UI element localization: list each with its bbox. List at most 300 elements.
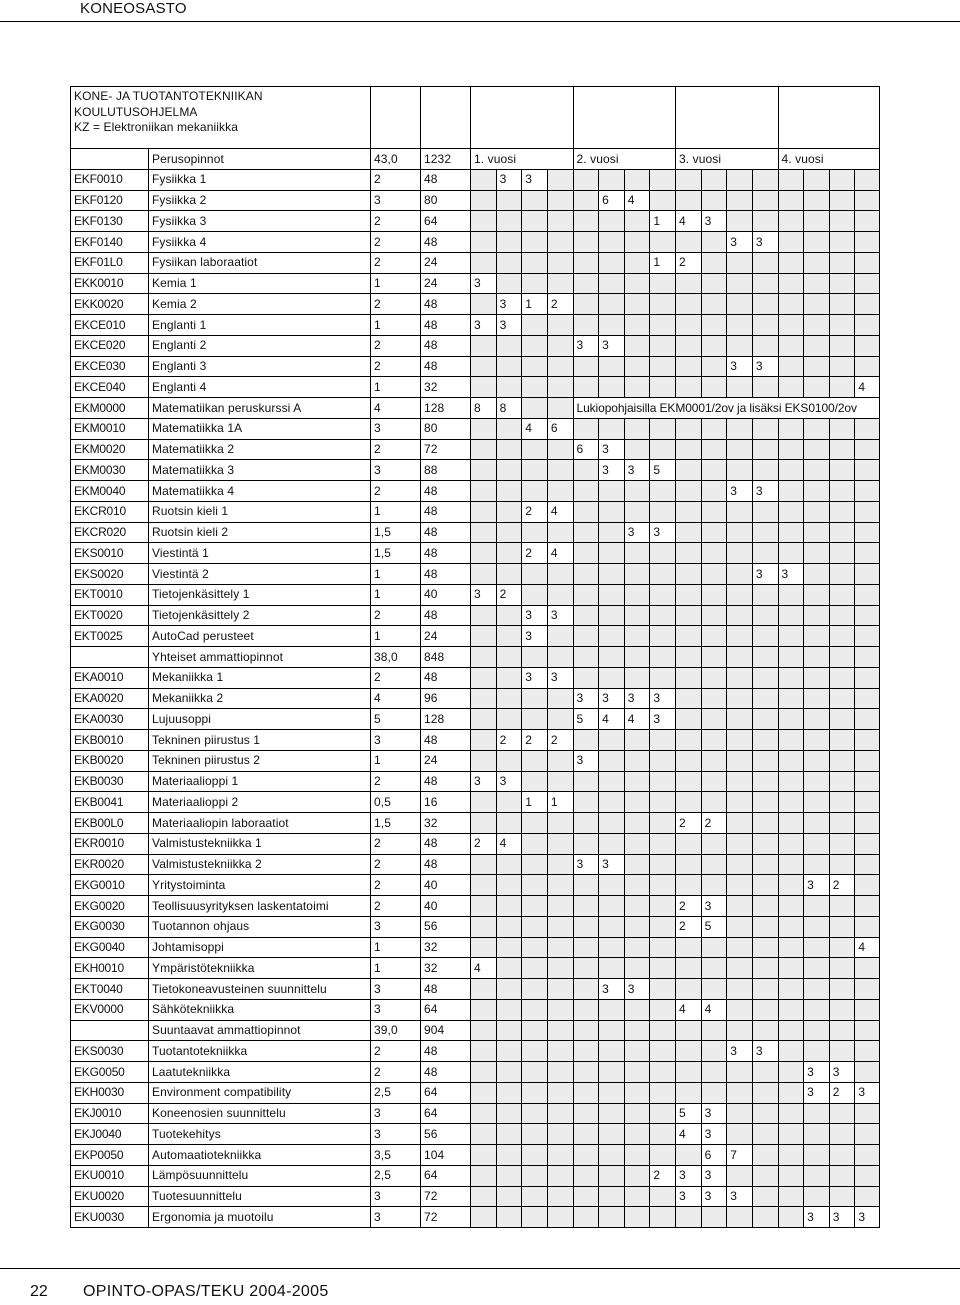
course-code: EKB0030 (74, 774, 124, 788)
hours: 48 (424, 483, 438, 498)
empty-cell (471, 543, 496, 563)
period-value: 3 (832, 1209, 840, 1224)
empty-cell (830, 813, 855, 833)
empty-cell (830, 730, 855, 750)
empty-cell (779, 1000, 804, 1020)
empty-cell (625, 1207, 650, 1227)
empty-cell (625, 1166, 650, 1186)
empty-cell (676, 626, 701, 646)
empty-cell (497, 896, 522, 916)
empty-cell (702, 543, 727, 563)
empty-cell (727, 709, 752, 729)
empty-cell (830, 1145, 855, 1165)
empty-cell (753, 896, 778, 916)
empty-cell (702, 274, 727, 294)
empty-cell (471, 917, 496, 937)
footer-rule (0, 1268, 960, 1269)
empty-cell (753, 1166, 778, 1186)
empty-cell (522, 647, 547, 667)
hours: 48 (424, 338, 438, 353)
empty-cell (779, 958, 804, 978)
empty-cell (625, 419, 650, 439)
hours: 40 (424, 587, 438, 602)
empty-cell (727, 460, 752, 480)
period-value: 4 (525, 421, 533, 436)
hours: 56 (424, 919, 438, 934)
empty-cell (574, 170, 599, 190)
empty-cell (779, 813, 804, 833)
course-code: EKK0010 (74, 276, 124, 290)
empty-cell (650, 730, 675, 750)
period-value: 3 (602, 691, 609, 705)
empty-cell (804, 813, 829, 833)
empty-cell (676, 170, 701, 190)
empty-cell (779, 315, 804, 335)
period-value: 1 (550, 794, 558, 809)
empty-cell (676, 606, 701, 626)
period-value: 3 (653, 525, 661, 539)
credits: 3 (374, 1106, 381, 1120)
table-title-line: KONE- JA TUOTANTOTEKNIIKAN (74, 89, 263, 103)
period-value: 1 (525, 794, 533, 809)
empty-cell (676, 979, 701, 999)
row-divider (70, 999, 880, 1000)
period-value: 2 (550, 296, 558, 311)
empty-cell (471, 647, 496, 667)
empty-cell (830, 1187, 855, 1207)
empty-cell (804, 357, 829, 377)
credits: 3 (374, 1126, 381, 1141)
empty-cell (753, 211, 778, 231)
hours: 40 (424, 877, 438, 892)
empty-cell (779, 357, 804, 377)
empty-cell (779, 1104, 804, 1124)
period-divider (854, 169, 855, 1227)
row-divider (70, 231, 880, 232)
credits: 1 (374, 940, 381, 954)
row-divider (70, 1103, 880, 1104)
empty-cell (650, 440, 675, 460)
row-divider (70, 771, 880, 772)
empty-cell (855, 709, 880, 729)
empty-cell (676, 336, 701, 356)
period-value: 6 (602, 193, 609, 207)
empty-cell (779, 419, 804, 439)
empty-cell (650, 626, 675, 646)
course-name: Tietojenkäsittely 2 (152, 608, 250, 622)
course-code: EKF0140 (74, 234, 123, 249)
row-divider (70, 542, 880, 543)
empty-cell (702, 751, 727, 771)
empty-cell (599, 481, 624, 501)
empty-cell (727, 274, 752, 294)
empty-cell (599, 751, 624, 771)
empty-cell (727, 896, 752, 916)
empty-cell (599, 917, 624, 937)
empty-cell (676, 709, 701, 729)
course-name: Mekaniikka 1 (152, 670, 224, 685)
empty-cell (522, 709, 547, 729)
hours: 64 (424, 1085, 438, 1100)
empty-cell (855, 357, 880, 377)
empty-cell (779, 1145, 804, 1165)
empty-cell (650, 668, 675, 688)
empty-cell (804, 377, 829, 397)
credits: 4 (374, 400, 381, 415)
hours: 48 (424, 608, 438, 622)
empty-cell (574, 979, 599, 999)
empty-cell (471, 751, 496, 771)
empty-cell (522, 232, 547, 252)
period-value: 3 (730, 1043, 738, 1058)
empty-cell (625, 647, 650, 667)
period-value: 2 (525, 732, 533, 747)
course-name: Materiaaliopin laboraatiot (152, 815, 289, 830)
empty-cell (497, 792, 522, 812)
course-name: Automaatiotekniikka (152, 1147, 262, 1162)
credits: 5 (374, 711, 381, 726)
hours: 48 (424, 774, 438, 788)
empty-cell (522, 1207, 547, 1227)
course-name: Lujuusoppi (152, 711, 212, 726)
empty-cell (599, 1021, 624, 1041)
empty-cell (497, 502, 522, 522)
empty-cell (727, 938, 752, 958)
course-name: Laatutekniikka (152, 1064, 231, 1079)
empty-cell (497, 1124, 522, 1144)
course-name: Yritystoiminta (152, 877, 226, 892)
empty-cell (522, 689, 547, 709)
period-value: 2 (525, 504, 533, 519)
empty-cell (548, 647, 573, 667)
period-value: 2 (525, 545, 533, 560)
empty-cell (702, 377, 727, 397)
empty-cell (471, 689, 496, 709)
empty-cell (779, 232, 804, 252)
empty-cell (471, 938, 496, 958)
empty-cell (625, 315, 650, 335)
empty-cell (830, 481, 855, 501)
credits: 3 (374, 1002, 381, 1017)
empty-cell (599, 1104, 624, 1124)
row-divider (70, 1165, 880, 1166)
credits: 0,5 (374, 794, 391, 809)
empty-cell (676, 274, 701, 294)
empty-cell (676, 523, 701, 543)
credits: 3,5 (374, 1147, 391, 1162)
empty-cell (599, 792, 624, 812)
empty-cell (497, 1145, 522, 1165)
row-divider (70, 356, 880, 357)
credits: 2 (374, 255, 381, 270)
empty-cell (779, 730, 804, 750)
empty-cell (599, 1062, 624, 1082)
course-code: EKCR010 (74, 504, 126, 519)
period-value: 4 (858, 940, 866, 954)
empty-cell (830, 938, 855, 958)
empty-cell (548, 1166, 573, 1186)
period-value: 3 (525, 608, 533, 622)
empty-cell (650, 1124, 675, 1144)
period-value: 3 (807, 1064, 814, 1079)
empty-cell (779, 502, 804, 522)
col-divider (420, 86, 421, 1227)
empty-cell (625, 1083, 650, 1103)
empty-cell (727, 1104, 752, 1124)
empty-cell (522, 398, 547, 418)
empty-cell (497, 917, 522, 937)
period-value: 3 (781, 566, 789, 581)
empty-cell (625, 1187, 650, 1207)
empty-cell (779, 191, 804, 211)
hours: 48 (424, 670, 438, 685)
empty-cell (804, 440, 829, 460)
empty-cell (522, 958, 547, 978)
empty-cell (574, 896, 599, 916)
empty-cell (702, 170, 727, 190)
hours: 48 (424, 1064, 438, 1079)
row-divider (70, 605, 880, 606)
course-name: Viestintä 2 (152, 566, 209, 581)
credits: 1,5 (374, 525, 391, 539)
row-divider (70, 895, 880, 896)
empty-cell (625, 502, 650, 522)
empty-cell (753, 668, 778, 688)
period-value: 3 (499, 317, 507, 332)
course-code: EKB0041 (74, 794, 124, 809)
header-title: KONEOSASTO (80, 0, 187, 17)
empty-cell (650, 1041, 675, 1061)
empty-cell (753, 875, 778, 895)
period-divider (496, 169, 497, 1227)
course-name: Fysiikka 3 (152, 213, 207, 228)
period-value: 3 (525, 628, 533, 643)
empty-cell (548, 523, 573, 543)
period-value: 3 (858, 1209, 866, 1224)
hours: 32 (424, 815, 438, 830)
empty-cell (676, 668, 701, 688)
empty-cell (471, 232, 496, 252)
empty-cell (548, 938, 573, 958)
empty-cell (855, 315, 880, 335)
row-divider (70, 1206, 880, 1207)
hours: 128 (424, 711, 445, 726)
empty-cell (625, 377, 650, 397)
empty-cell (522, 813, 547, 833)
empty-cell (497, 523, 522, 543)
empty-cell (830, 772, 855, 792)
hours: 80 (424, 421, 438, 436)
empty-cell (574, 419, 599, 439)
empty-cell (574, 502, 599, 522)
empty-cell (753, 1124, 778, 1144)
empty-cell (625, 481, 650, 501)
empty-cell (830, 668, 855, 688)
empty-cell (676, 1062, 701, 1082)
period-value: 3 (602, 338, 609, 353)
empty-cell (830, 253, 855, 273)
row-divider (70, 1227, 880, 1228)
empty-cell (676, 855, 701, 875)
empty-cell (727, 979, 752, 999)
empty-cell (830, 896, 855, 916)
empty-cell (522, 274, 547, 294)
period-value: 4 (627, 193, 635, 207)
row-divider (70, 418, 880, 419)
empty-cell (599, 1041, 624, 1061)
period-value: 3 (474, 774, 481, 788)
empty-cell (804, 315, 829, 335)
empty-cell (779, 585, 804, 605)
empty-cell (548, 357, 573, 377)
empty-cell (548, 772, 573, 792)
empty-cell (625, 751, 650, 771)
period-value: 4 (602, 711, 609, 726)
empty-cell (599, 419, 624, 439)
empty-cell (471, 336, 496, 356)
period-value: 5 (576, 711, 584, 726)
course-code: EKH0010 (74, 960, 124, 975)
period-divider (726, 169, 727, 1227)
empty-cell (779, 792, 804, 812)
empty-cell (599, 232, 624, 252)
hours: 48 (424, 566, 438, 581)
hours: 48 (424, 172, 438, 187)
empty-cell (855, 211, 880, 231)
empty-cell (702, 1083, 727, 1103)
course-code: EKS0020 (74, 566, 124, 581)
empty-cell (727, 875, 752, 895)
credits: 2 (374, 483, 381, 498)
empty-cell (830, 543, 855, 563)
empty-cell (676, 585, 701, 605)
empty-cell (548, 979, 573, 999)
empty-cell (855, 1021, 880, 1041)
empty-cell (471, 419, 496, 439)
empty-cell (779, 875, 804, 895)
empty-cell (650, 855, 675, 875)
empty-cell (804, 502, 829, 522)
empty-cell (574, 564, 599, 584)
total-ov: 43,0 (374, 151, 398, 166)
empty-cell (599, 668, 624, 688)
empty-cell (625, 1062, 650, 1082)
empty-cell (676, 1083, 701, 1103)
empty-cell (599, 896, 624, 916)
course-code: EKG0030 (74, 919, 125, 934)
empty-cell (779, 1062, 804, 1082)
row-divider (70, 273, 880, 274)
empty-cell (599, 813, 624, 833)
page-footer (0, 1268, 960, 1305)
empty-cell (650, 917, 675, 937)
row-divider (70, 480, 880, 481)
empty-cell (574, 834, 599, 854)
empty-cell (497, 1104, 522, 1124)
empty-cell (574, 1166, 599, 1186)
empty-cell (753, 502, 778, 522)
period-value: 4 (627, 711, 635, 726)
empty-cell (753, 1000, 778, 1020)
course-name: Englanti 2 (152, 338, 207, 353)
empty-cell (625, 855, 650, 875)
period-value: 3 (755, 566, 763, 581)
hours: 56 (424, 1126, 438, 1141)
row-divider (70, 791, 880, 792)
course-code: EKCR020 (74, 525, 126, 539)
empty-cell (599, 315, 624, 335)
empty-cell (804, 917, 829, 937)
empty-cell (548, 315, 573, 335)
empty-cell (650, 938, 675, 958)
empty-cell (702, 585, 727, 605)
credits: 3 (374, 193, 381, 207)
empty-cell (753, 1021, 778, 1041)
empty-cell (753, 253, 778, 273)
empty-cell (779, 336, 804, 356)
empty-cell (779, 689, 804, 709)
hours: 80 (424, 193, 438, 207)
empty-cell (548, 1000, 573, 1020)
empty-cell (753, 626, 778, 646)
empty-cell (497, 460, 522, 480)
empty-cell (804, 232, 829, 252)
empty-cell (522, 1083, 547, 1103)
empty-cell (599, 875, 624, 895)
empty-cell (855, 668, 880, 688)
hours: 128 (424, 400, 445, 415)
empty-cell (727, 730, 752, 750)
period-value: 8 (474, 400, 481, 415)
empty-cell (497, 709, 522, 729)
empty-cell (753, 440, 778, 460)
period-value: 3 (525, 172, 533, 187)
empty-cell (625, 1104, 650, 1124)
credits: 2 (374, 836, 381, 851)
row-divider (70, 937, 880, 938)
course-code: EKF01L0 (74, 255, 123, 270)
empty-cell (599, 1166, 624, 1186)
empty-cell (574, 191, 599, 211)
course-name: Koneenosien suunnittelu (152, 1106, 286, 1120)
empty-cell (855, 1062, 880, 1082)
empty-cell (574, 294, 599, 314)
period-divider (803, 169, 804, 1227)
empty-cell (727, 440, 752, 460)
empty-cell (804, 543, 829, 563)
empty-cell (599, 938, 624, 958)
period-value: 3 (602, 462, 609, 477)
period-value: 2 (550, 732, 558, 747)
empty-cell (753, 730, 778, 750)
course-code: EKH0030 (74, 1085, 124, 1100)
empty-cell (855, 1124, 880, 1144)
row-divider (70, 854, 880, 855)
period-value: 3 (730, 359, 738, 373)
empty-cell (804, 772, 829, 792)
empty-cell (702, 253, 727, 273)
empty-cell (753, 191, 778, 211)
empty-cell (702, 315, 727, 335)
empty-cell (650, 1104, 675, 1124)
empty-cell (830, 274, 855, 294)
empty-cell (497, 1000, 522, 1020)
period-value: 3 (474, 276, 481, 290)
empty-cell (779, 1187, 804, 1207)
empty-cell (574, 1124, 599, 1144)
empty-cell (522, 855, 547, 875)
empty-cell (599, 585, 624, 605)
